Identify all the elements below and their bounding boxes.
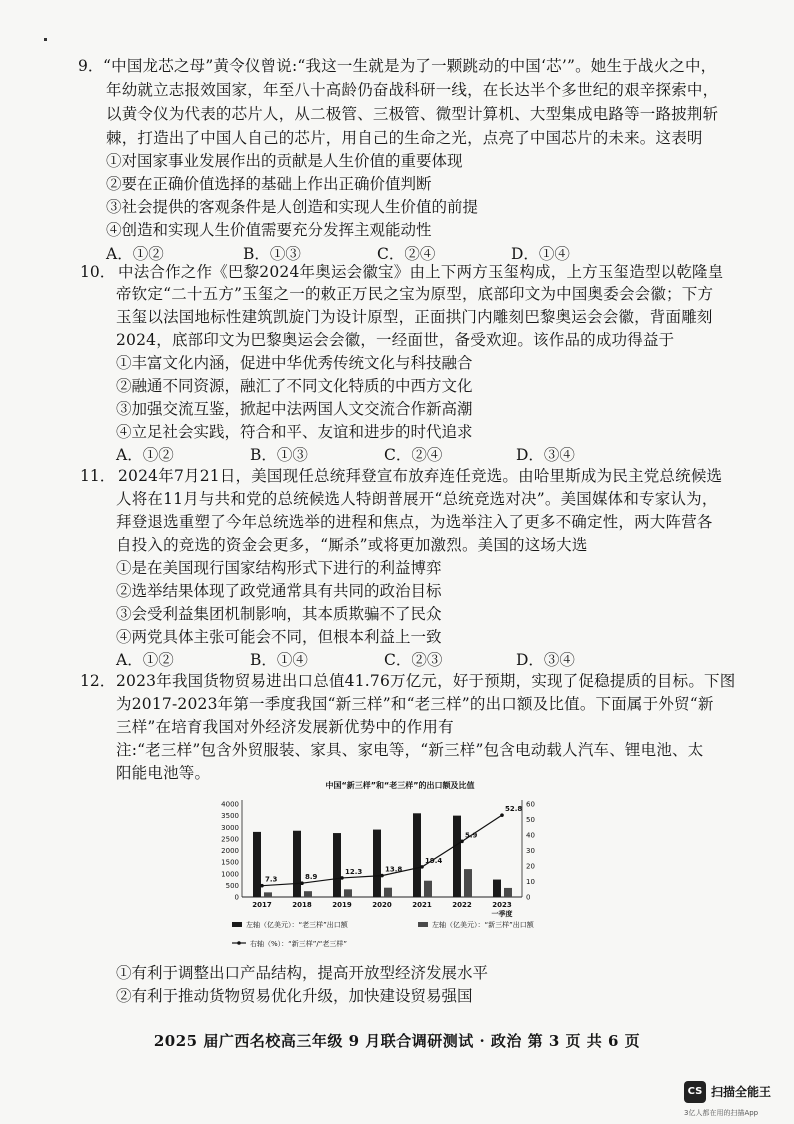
- statement-option: ②选举结果体现了政党通常具有共同的政治目标: [116, 582, 442, 600]
- answer-choice-a: A．①②: [106, 245, 164, 263]
- statement-option: ③社会提供的客观条件是人创造和实现人生价值的前提: [106, 198, 479, 216]
- statement-option: ④创造和实现人生价值需要充分发挥主观能动性: [106, 221, 432, 239]
- legend-swatch-ratio-dot: [237, 941, 241, 945]
- answer-choice-a: A．①②: [116, 446, 174, 464]
- ratio-point: [340, 876, 344, 880]
- note-text-line: 阳能电池等。: [116, 764, 211, 782]
- question-number: 12．: [80, 672, 116, 690]
- answer-choice-c: C．②④: [384, 446, 443, 464]
- question-text-line: 人将在11月与共和党的总统候选人特朗普展开“总统竞选对决”。美国媒体和专家认为，: [116, 490, 718, 508]
- left-axis-tick-label: 0: [234, 893, 239, 902]
- legend-label: 右轴（%）：“新三样”/“老三样”: [250, 940, 348, 948]
- left-axis-tick-label: 1500: [221, 858, 239, 867]
- scan-speck: [44, 38, 47, 41]
- question-text-line: 以黄令仪为代表的芯片人，从二极管、三极管、微型计算机、大型集成电路等一路披荆斩: [106, 105, 719, 123]
- statement-option: ②融通不同资源，融汇了不同文化特质的中西方文化: [116, 377, 473, 395]
- x-axis-tick-label: 2017: [252, 901, 272, 909]
- data-label: 13.8: [385, 865, 403, 874]
- question-text-line: 为2017-2023年第一季度我国“新三样”和“老三样”的出口额及比值。下面属于外贸“新: [116, 695, 714, 713]
- data-label: 8.9: [305, 873, 318, 882]
- question-number: 11．: [80, 467, 116, 485]
- right-axis-tick-label: 0: [526, 893, 531, 902]
- left-axis-tick-label: 500: [225, 881, 239, 890]
- question-text-line: 年幼就立志报效国家，年至八十高龄仍奋战科研一线，在长达半个多世纪的艰辛探索中，: [106, 81, 719, 99]
- left-axis-tick-label: 3500: [221, 812, 239, 821]
- x-axis-tick-label: 2018: [292, 901, 312, 909]
- bar-old-three: [253, 832, 261, 897]
- brand-name: 扫描全能王: [711, 1085, 772, 1099]
- question-text-line: 自投入的竞选的资金会更多，“厮杀”或将更加激烈。美国的这场大选: [116, 536, 588, 554]
- bar-old-three: [333, 833, 341, 897]
- question-text-line: 三样”在培育我国对外经济发展新优势中的作用有: [116, 718, 454, 736]
- answer-choice-d: D．①④: [511, 245, 570, 263]
- data-label: 5.9: [465, 831, 478, 840]
- legend-label: 左轴（亿美元）：“新三样”出口额: [432, 921, 534, 929]
- legend-swatch-new: [418, 922, 428, 927]
- data-label: 19.4: [425, 856, 443, 865]
- bar-old-three: [293, 831, 301, 897]
- bar-old-three: [373, 830, 381, 897]
- bar-new-three: [504, 888, 512, 897]
- bar-old-three: [453, 816, 461, 897]
- question-text-line: 2024，底部印文为巴黎奥运会会徽，一经面世，备受欢迎。该作品的成功得益于: [116, 331, 675, 349]
- bar-new-three: [424, 881, 432, 897]
- ratio-point: [260, 884, 264, 888]
- answer-choice-a: A．①②: [116, 651, 174, 669]
- bar-new-three: [304, 891, 312, 897]
- x-axis-tick-label: 2023: [492, 901, 512, 909]
- note-text-line: 注:“老三样”包含外贸服装、家具、家电等，“新三样”包含电动载人汽车、锂电池、太: [116, 741, 704, 759]
- statement-option: ④两党具体主张可能会不同，但根本利益上一致: [116, 628, 442, 646]
- left-axis-tick-label: 3000: [221, 823, 239, 832]
- bar-old-three: [413, 813, 421, 897]
- right-axis-tick-label: 60: [526, 800, 535, 809]
- scanner-watermark: [684, 1081, 794, 1121]
- question-number: 10．: [80, 263, 116, 281]
- x-axis-sublabel: 一季度: [491, 910, 513, 918]
- answer-choice-d: D．③④: [516, 651, 575, 669]
- bar-new-three: [264, 892, 272, 897]
- left-axis-tick-label: 4000: [221, 800, 239, 809]
- statement-option: ③会受利益集团机制影响，其本质欺骗不了民众: [116, 605, 442, 623]
- question-text-line: 棘，打造出了中国人自己的芯片，用自己的生命之光，点亮了中国芯片的未来。这表明: [106, 129, 703, 147]
- question-text-line: 中法合作之作《巴黎2024年奥运会徽宝》由上下两方玉玺构成，上方玉玺造型以乾隆皇: [118, 263, 724, 281]
- statement-option: ③加强交流互鉴，掀起中法两国人文交流合作新高潮: [116, 400, 473, 418]
- left-axis-tick-label: 2000: [221, 847, 239, 855]
- left-axis-tick-label: 1000: [221, 870, 239, 879]
- ratio-point: [460, 840, 464, 844]
- right-axis-tick-label: 10: [526, 878, 535, 886]
- right-axis-tick-label: 40: [526, 831, 535, 840]
- bar-new-three: [384, 888, 392, 897]
- statement-option: ①有利于调整出口产品结构，提高开放型经济发展水平: [116, 964, 489, 982]
- right-axis-tick-label: 30: [526, 847, 535, 855]
- data-label: 7.3: [265, 875, 278, 884]
- export-chart: [210, 776, 590, 956]
- statement-option: ②要在正确价值选择的基础上作出正确价值判断: [106, 175, 432, 193]
- question-number: 9．: [78, 57, 104, 75]
- x-axis-tick-label: 2019: [332, 901, 352, 909]
- answer-choice-c: C．②④: [377, 245, 436, 263]
- camscanner-logo: CS: [684, 1081, 706, 1103]
- chart-title: 中国“新三样”和“老三样”的出口额及比值: [325, 781, 475, 790]
- statement-option: ①是在美国现行国家结构形式下进行的利益博弈: [116, 559, 442, 577]
- page-footer: 2025 届广西名校高三年级 9 月联合调研测试 · 政治 第 3 页 共 6 页: [153, 1032, 641, 1050]
- statement-option: ①对国家事业发展作出的贡献是人生价值的重要体现: [106, 152, 463, 170]
- data-label: 52.8: [505, 805, 523, 814]
- data-label: 12.3: [345, 867, 363, 876]
- x-axis-tick-label: 2020: [372, 901, 392, 909]
- bar-new-three: [464, 869, 472, 897]
- right-axis-tick-label: 50: [526, 816, 535, 824]
- right-axis-tick-label: 20: [526, 862, 535, 871]
- ratio-point: [500, 813, 504, 817]
- export-chart-svg: [210, 776, 590, 956]
- ratio-point: [380, 874, 384, 878]
- bar-old-three: [493, 880, 501, 897]
- answer-choice-b: B．①④: [250, 651, 308, 669]
- left-axis-tick-label: 2500: [221, 835, 239, 844]
- question-text-line: “中国龙芯之母”黄令仪曾说:“我这一生就是为了一颗跳动的中国‘芯’”。她生于战火之中，: [103, 57, 717, 75]
- answer-choice-b: B．①③: [250, 446, 308, 464]
- question-text-line: 2024年7月21日，美国现任总统拜登宣布放弃连任竞选。由哈里斯成为民主党总统候选: [118, 467, 723, 485]
- answer-choice-c: C．②③: [384, 651, 443, 669]
- ratio-point: [300, 881, 304, 885]
- legend-label: 左轴（亿美元）：“老三样”出口额: [246, 921, 348, 929]
- question-text-line: 玉玺以法国地标性建筑凯旋门为设计原型，正面拱门内雕刻巴黎奥运会会徽，背面雕刻: [116, 308, 713, 326]
- question-text-line: 帝钦定“二十五方”玉玺之一的敕正万民之宝为原型，底部印文为中国奥委会会徽；下方: [116, 285, 714, 303]
- question-text-line: 2023年我国货物贸易进出口总值41.76万亿元，好于预期，实现了促稳提质的目标。下图: [116, 672, 736, 690]
- statement-option: ④立足社会实践，符合和平、友谊和进步的时代追求: [116, 423, 473, 441]
- legend-swatch-old: [232, 922, 242, 927]
- brand-tagline: 3亿人都在用的扫描App: [684, 1109, 759, 1117]
- ratio-point: [420, 865, 424, 869]
- bar-new-three: [344, 889, 352, 897]
- x-axis-tick-label: 2022: [452, 901, 472, 909]
- chart-marks: [221, 800, 535, 948]
- statement-option: ②有利于推动货物贸易优化升级，加快建设贸易强国: [116, 987, 473, 1005]
- x-axis-tick-label: 2021: [412, 901, 432, 909]
- answer-choice-b: B．①③: [243, 245, 301, 263]
- statement-option: ①丰富文化内涵，促进中华优秀传统文化与科技融合: [116, 354, 473, 372]
- question-text-line: 拜登退选重塑了今年总统选举的进程和焦点，为选举注入了更多不确定性，两大阵营各: [116, 513, 713, 531]
- answer-choice-d: D．③④: [516, 446, 575, 464]
